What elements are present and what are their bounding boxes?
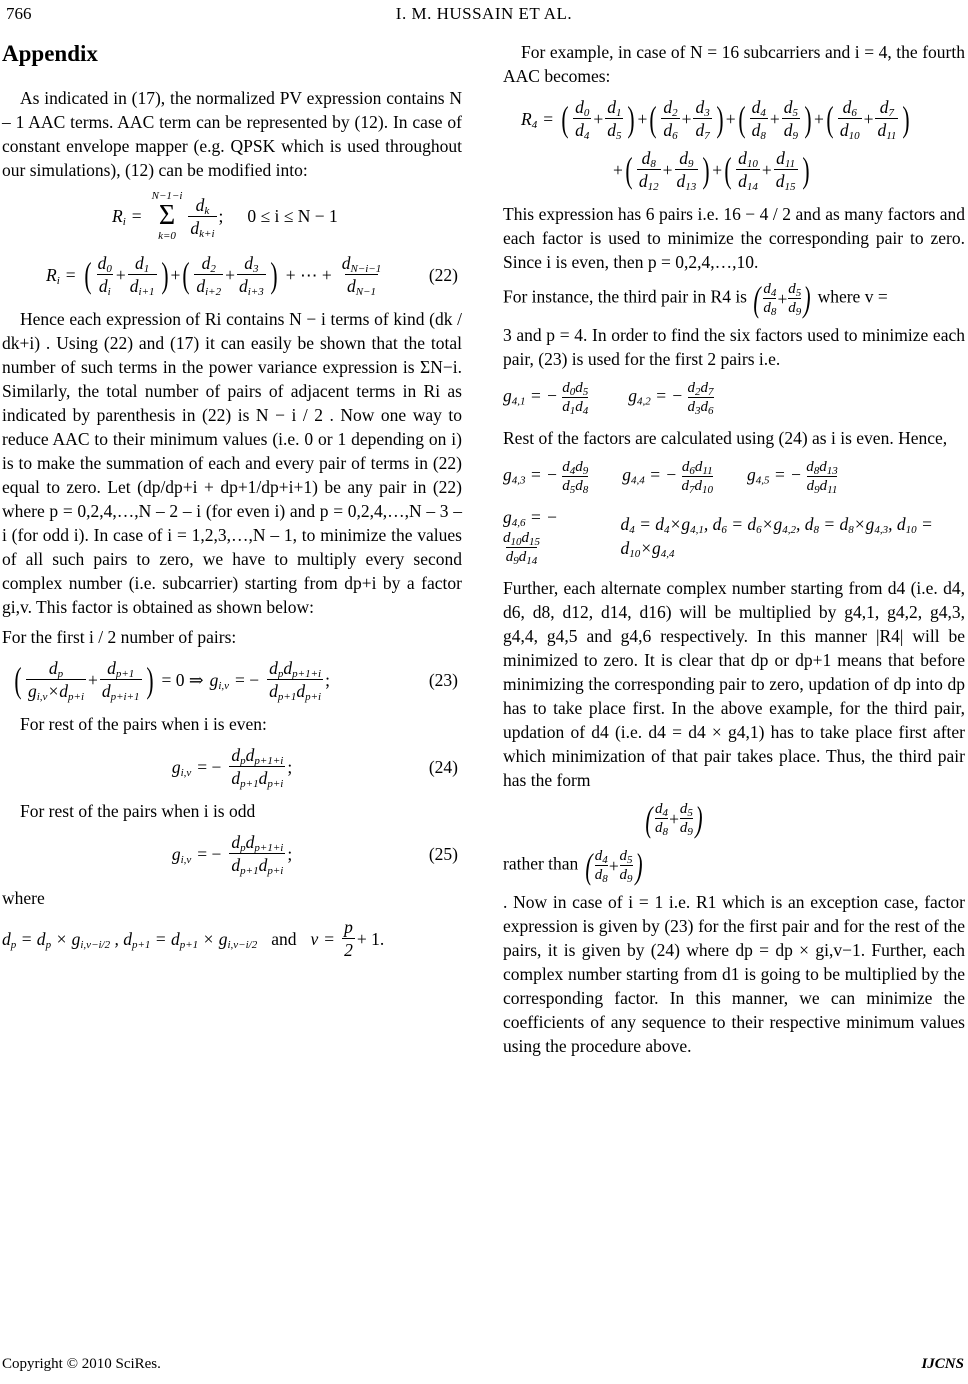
right-paragraph-5: Rest of the factors are calculated using (24) as i is even. Hence, — [503, 428, 948, 448]
page-header — [0, 4, 968, 28]
equation-ri-sum: $R_i$ = N−1−i Σ k=0 $\frac{d_k}{d_{k+i}}$ ; 0 ≤ i ≤ N − 1 — [112, 190, 338, 242]
equation-r4: $R_4$ = ( $\frac{d_0}{d_4}$ + $\frac{d_1}{d_5}$ ) + ( $\frac{d_2}{d_6}$ + $\frac{d_3}{d_7}$ ) + ( $\frac{d_4}{d_8}$ + $\frac{d_5}{d_9}$ ) + ( $\frac{d_6}{d_{10}}$ + $\frac{d_7}{d_{11}}$ ) — [521, 97, 910, 142]
right-paragraph-6: Further, each alternate complex number starting from d4 (i.e. d4, d6, d8, d12, d14, d16) will be multiplied by g4,1, g4,2, g4,3, g4,4, g4,5 and g4,6 respectively. In this manner |R4| will be minimized to zero. It is clear that dp or dp+1 means that before minimizing the corresponding pair to zero, updation of dp into dp has to take place first. In the above example, for the third pair, updation of d4 (i.e. d4 = d4 × g4,1) has to take place first after which minimization of that pair takes place. Thus, the third pair has the form — [503, 578, 965, 790]
right-paragraph-4: 3 and p = 4. In order to find the six factors used to minimize each pair, (23) is used for the first 2 pairs i.e. — [503, 325, 965, 369]
even-pairs-text: For rest of the pairs when i is even: — [20, 714, 267, 734]
equation-24: $g_{i,v}$ = − $\frac{d_pd_{p+1+i}}{d_{p+1}d_{p+i}}$ ; (24) — [171, 745, 458, 790]
right-column — [503, 40, 965, 1064]
where-label: where — [2, 888, 45, 908]
left-paragraph-2: Hence each expression of Ri contains N − i terms of kind (dk / dk+i) . Using (22) and (17) it can easily be shown that the total number of such terms in the power variance expression is ΣN−i. Similarly, the total number of pairs of adjacent terms in Ri as indicated by parenthesis in (22) is N − i / 2 . Now one way to reduce AAC to their minimum values (i.e. 0 or 1 depending on i) is to make the summation of each and every pair of terms in (22) equal to zero. Let (dp/dp+i + dp+1/dp+i+1) be any pair in (22) where p = 0,2,4,…,N – 2 – i (for even i) and p = 0,2,4,…,N – 3 – i (for odd i). In case of i = 1,2,3,…,N – 1, to minimize the values of all such pairs to zero, we have to multiply every second complex number (i.e. subcarrier) starting from dp+i by a factor gi,v. This factor is obtained as shown below: — [2, 309, 462, 617]
equation-22: $R_i$ = ( $\frac{d_0}{d_i}$ + $\frac{d_1}{d_{i+1}}$ ) + ( $\frac{d_2}{d_{i+2}}$ + $\frac{d_3}{d_{i+3}}$ ) + ⋯ + $\frac{d_{N-i-1}}{d_{N-1}}$ (22) — [46, 253, 458, 298]
journal-name: IJCNS — [921, 1356, 964, 1372]
right-paragraph-3: For instance, the third pair in R4 is ( $\frac{d_4}{d_8}$ + $\frac{d_5}{d_9}$ ) where v = — [503, 278, 888, 319]
rather-than-text: rather than — [503, 853, 579, 874]
third-pair-text: For instance, the third pair in R4 is — [503, 286, 747, 307]
and-word: and — [271, 928, 297, 949]
left-paragraph-1: As indicated in (17), the normalized PV expression contains N – 1 AAC terms. AAC term can be represented by (12). In case of constant envelope mapper (e.g. QPSK which is used throughout our simulations), (12) can be modified into: — [2, 88, 462, 180]
ri-condition: 0 ≤ i ≤ N − 1 — [247, 206, 338, 226]
equation-g43-g45: $g_{4,3}$ = − $\frac{d_4d_9}{d_5d_8}$ $g_{4,4}$ = − $\frac{d_6d_{11}}{d_7d_{10}}$ $g_{4,5}$ = − $\frac{d_8d_{13}}{d_9d_{11}}$ — [503, 459, 838, 496]
equation-r4-cont: + ( $\frac{d_8}{d_{12}}$ + $\frac{d_9}{d_{13}}$ ) + ( $\frac{d_{10}}{d_{14}}$ + $\frac{d_{11}}{d_{15}}$ ) — [613, 148, 810, 193]
equation-number-25: (25) — [428, 843, 458, 864]
equation-update: $d_p = d_p \times g_{i,v-i/2}$ , $d_{p+1} = d_{p+1} \times g_{i,v-i/2}$ and v = $\frac{p}{2}$ + 1. — [2, 917, 385, 960]
page-footer — [0, 1356, 968, 1380]
equation-23: ( $\frac{d_p}{g_{i,v}\times d_{p+i}}$ + $\frac{d_{p+1}}{d_{p+i+1}}$ ) = 0 ⇒ $g_{i,v}$ = − $\frac{d_pd_{p+1+i}}{d_{p+1}d_{p+i}}$ ; (23) — [14, 658, 458, 703]
running-title: I. M. HUSSAIN ET AL. — [395, 4, 573, 23]
first-pairs-text: For the first i / 2 number of pairs: — [2, 627, 237, 647]
appendix-heading: Appendix — [2, 41, 98, 66]
where-v-text: where v = — [817, 286, 888, 307]
right-paragraph-8: . Now in case of i = 1 i.e. R1 which is an exception case, factor expression is given by (23) for the first pair and for the rest of the pairs, it is given by (24) where dp = dp × gi,v−1. Further, each complex number starting from d1 is going to be multiplied by the corresponding factor. In this manner, we can minimize the coefficients of any sequence to their respective minimum values using the procedure above. — [503, 892, 965, 1056]
right-paragraph-2: This expression has 6 pairs i.e. 16 − 4 / 2 and as many factors and each factor is used to minimize the corresponding pair to zero. Since i is even, then p = 0,2,4,…,10. — [503, 204, 965, 272]
equation-g46: $g_{4,6}$ = − $\frac{d_{10}d_{15}}{d_9d_{14}}$ $d_4 = d_4\times g_{4,1}$, $d_6 = d_6\times g_{4,2}$, $d_8 = d_8\times g_{4,3}$, $d_{10} = d_{10}\times g_{4,4}$ — [503, 507, 933, 567]
right-paragraph-1: For example, in case of N = 16 subcarriers and i = 4, the fourth AAC becomes: — [503, 42, 965, 86]
page-number: 766 — [6, 4, 32, 23]
odd-pairs-text: For rest of the pairs when i is odd — [20, 801, 256, 821]
equation-number-24: (24) — [428, 756, 458, 777]
equation-number-22: (22) — [428, 264, 458, 285]
equation-25: $g_{i,v}$ = − $\frac{d_pd_{p+1+i}}{d_{p+1}d_{p+i}}$ ; (25) — [171, 832, 458, 877]
right-paragraph-7: rather than ( $\frac{d_4}{d_8}$ + $\frac{d_5}{d_9}$ ) — [503, 845, 643, 886]
copyright: Copyright © 2010 SciRes. — [2, 1356, 161, 1372]
equation-number-23: (23) — [428, 669, 458, 690]
third-pair-form: ( $\frac{d_4}{d_8}$ + $\frac{d_5}{d_9}$ ) — [645, 798, 703, 839]
equation-g41-g42: $g_{4,1}$ = − $\frac{d_0d_5}{d_1d_4}$ $g_{4,2}$ = − $\frac{d_2d_7}{d_3d_6}$ — [503, 380, 714, 417]
left-column — [2, 40, 462, 971]
